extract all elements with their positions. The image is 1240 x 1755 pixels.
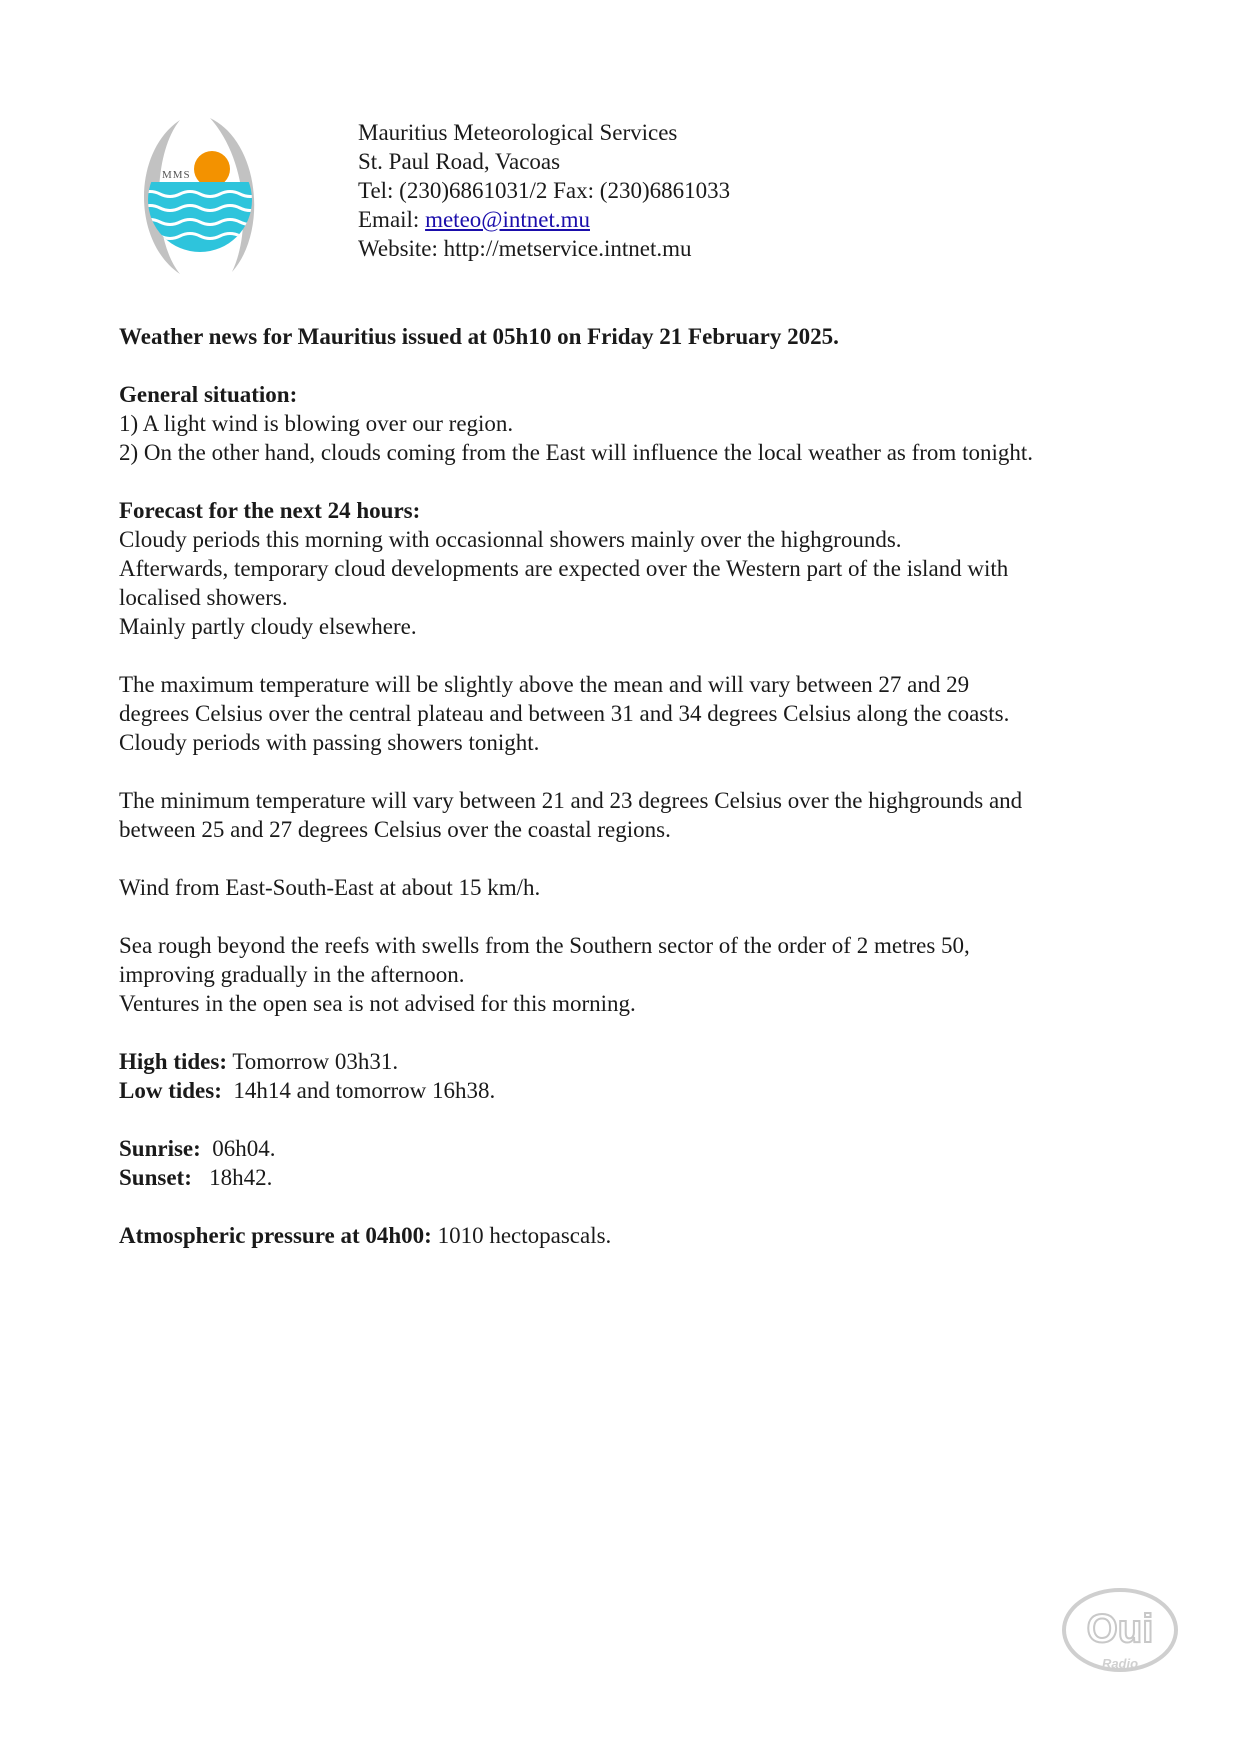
sunrise-value: 06h04. [200,1136,276,1161]
sea-line: Ventures in the open sea is not advised for this morning. [119,991,636,1016]
forecast-line: Afterwards, temporary cloud developments are expected over the Western part of the island with [119,556,1009,581]
max-temp-line: degrees Celsius over the central plateau and between 31 and 34 degrees Celsius along the coasts. [119,701,1010,726]
forecast-line: Mainly partly cloudy elsewhere. [119,614,417,639]
letterhead [358,118,730,263]
high-tides-label: High tides: [119,1049,227,1074]
min-temp-line: between 25 and 27 degrees Celsius over the coastal regions. [119,817,671,842]
forecast-line: Cloudy periods this morning with occasionnal showers mainly over the highgrounds. [119,527,902,552]
forecast-line: localised showers. [119,585,288,610]
forecast-heading: Forecast for the next 24 hours: [119,498,421,523]
low-tides-label: Low tides: [119,1078,222,1103]
max-temp-line: Cloudy periods with passing showers tonight. [119,730,540,755]
general-line: 1) A light wind is blowing over our region. [119,411,514,436]
tides-section [119,1047,1139,1105]
sunset [119,1163,1139,1192]
watermark-subtext: Radio [1101,1656,1139,1671]
org-name: Mauritius Meteorological Services [358,120,678,145]
general-line: 2) On the other hand, clouds coming from the East will influence the local weather as from tonight. [119,440,1033,465]
min-temp-line: The minimum temperature will vary between 21 and 23 degrees Celsius over the highgrounds and [119,788,1023,813]
logo-sun [194,151,230,187]
sunset-value: 18h42. [191,1165,273,1190]
wind-section: Wind from East-South-East at about 15 km/h. [119,875,541,900]
sea-section [119,931,1139,1018]
pressure-value: 1010 hectopascals. [431,1223,612,1248]
forecast-section [119,496,1139,641]
low-tides [119,1076,1139,1105]
bulletin-body [119,322,1139,1279]
max-temperature-section [119,670,1139,757]
bulletin-title: Weather news for Mauritius issued at 05h10 on Friday 21 February 2025. [119,324,839,349]
sunrise-label: Sunrise: [119,1136,201,1161]
sunrise [119,1134,1139,1163]
oui-radio-watermark [1058,1580,1182,1684]
pressure-label: Atmospheric pressure at 04h00: [119,1223,432,1248]
logo-text: MMS [162,169,191,181]
org-phone-fax: Tel: (230)6861031/2 Fax: (230)6861033 [358,178,731,203]
sunset-label: Sunset: [119,1165,192,1190]
general-situation-heading: General situation: [119,382,298,407]
org-website: Website: http://metservice.intnet.mu [358,236,692,261]
low-tides-value: 14h14 and tomorrow 16h38. [221,1078,496,1103]
high-tides [119,1047,1139,1076]
pressure-section [119,1221,1139,1250]
sea-line: improving gradually in the afternoon. [119,962,465,987]
max-temp-line: The maximum temperature will be slightly above the mean and will vary between 27 and 29 [119,672,970,697]
high-tides-value: Tomorrow 03h31. [226,1049,399,1074]
min-temperature-section [119,786,1139,844]
email-link[interactable]: meteo@intnet.mu [425,207,590,232]
mms-logo [140,112,275,282]
sun-section [119,1134,1139,1192]
org-email-line [358,205,730,234]
sea-line: Sea rough beyond the reefs with swells from the Southern sector of the order of 2 metres 50, [119,933,970,958]
email-label: Email: [358,207,426,232]
general-situation-section [119,380,1139,467]
org-address: St. Paul Road, Vacoas [358,149,561,174]
watermark-text: Oui [1086,1607,1154,1651]
